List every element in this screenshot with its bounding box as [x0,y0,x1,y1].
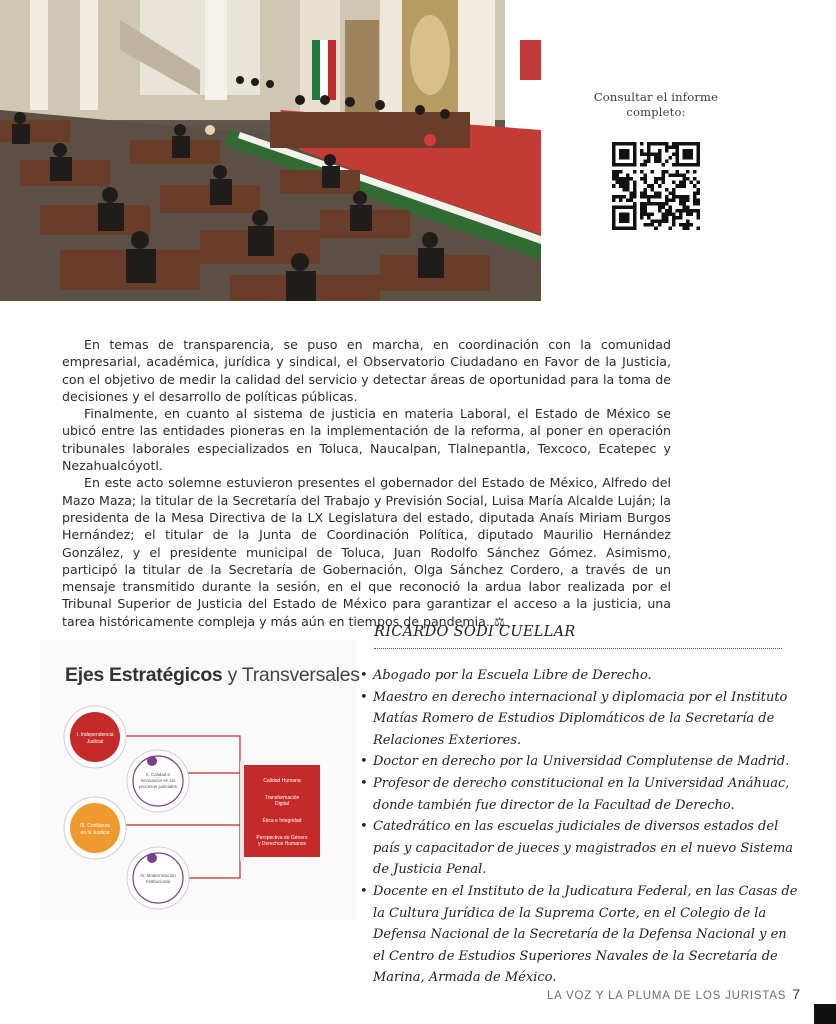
bio-item: • Docente en el Instituto de la Judicatura Federal, en las Casas de la Cultura Jurídica de la Suprema Corte, en el Colegio de la Defensa Nacional de la Secretaría de la Defensa Nacional y en el Centro de Estudios Superiores Navales de la Secretaría de Marina, Armada de México. [360,881,798,989]
page-footer [547,986,800,1004]
axis-2-line1: II. Calidad e [145,772,171,777]
corner-tab [814,1004,836,1024]
bio-item: • Abogado por la Escuela Libre de Derecho. [360,665,798,687]
qr-caption-line1: Consultar el informe [593,90,719,104]
axis-circle-4 [127,847,189,909]
axis-3-line1: III. Confianza [80,823,110,829]
transversal-4-line2: y Derechos Humanos [257,841,307,847]
bio-list [360,665,798,989]
axis-circle-1 [64,706,126,768]
axis-2-line2: innovación en los [140,778,176,783]
transversal-panel [240,761,320,861]
article-body [62,336,671,630]
qr-caption-line2: completo: [626,105,686,119]
infographic-title [65,664,360,687]
axis-circle-3 [64,797,126,859]
paragraph-labor-justice: Finalmente, en cuanto al sistema de justicia en materia Laboral, el Estado de México se ubicó entre las entidades pioneras en la implementación de la reforma, al poner en operación tribunales laborales especializados en Toluca, Naucalpan, Tlalnepantla, Texcoco, Ecatepec y Nezahualcóyotl. [62,406,671,474]
bio-divider [374,648,782,649]
bio-item: • Profesor de derecho constitucional en la Universidad Anáhuac, donde también fue director de la Facultad de Derecho. [360,773,798,816]
infographic-title-bold: Ejes Estratégicos [65,664,223,686]
transversal-2-line2: Digital [275,801,289,807]
axis-circle-2 [127,750,189,812]
axis-2-line3: procesos judiciales [138,784,178,789]
axis-1-line2: Judicial [86,739,104,745]
transversal-1-line1: Calidad Humana [263,778,301,784]
bio-item: • Catedrático en las escuelas judiciales de diversos estados del país y capacitador de jueces y magistrados en el nuevo Sistema de Justicia Penal. [360,816,798,881]
qr-code[interactable] [612,142,700,230]
session-photo-art [0,0,541,301]
bio-item: • Maestro en derecho internacional y diplomacia por el Instituto Matías Romero de Estudios Diplomáticos de la Secretaría de Relaciones Exteriores. [360,687,798,752]
infographic-title-rest: y Transversales [222,664,360,686]
strategic-axes-infographic [40,640,360,920]
axis-1-line1: I. Independencia [76,732,114,738]
axis-3-line2: en la Justicia [80,830,110,836]
paragraph-attendees: En este acto solemne estuvieron presentes el gobernador del Estado de México, Alfredo del Mazo Maza; la titular de la Secretaría del Trabajo y Previsión Social, Luisa María Alcalde Luján; la presidenta de la Mesa Directiva de la LX Legislatura del estado, diputada Anaís Miriam Burgos Hernández; el titular de la Junta de Coordinación Política, diputado Maurilio Hernández González, y el presidente municipal de Toluca, Juan Rodolfo Sánchez Gómez. Asimismo, participó la titular de la Secretaría de Gobernación, Olga Sánchez Cordero, a través de un mensaje transmitido durante la sesión, en el que reconoció la ardua labor realizada por el Tribunal Superior de Justicia del Estado de México para garantizar el acceso a la justicia, una tarea históricamente compleja y más aún en tiempos de pandemia. ⚖ [62,475,671,629]
publication-name: LA VOZ Y LA PLUMA DE LOS JURISTAS [546,990,787,1002]
axis-4-line1: IV. Modernización [140,873,176,878]
page-number: 7 [792,986,800,1002]
session-photo [0,0,541,301]
transversal-4-line1: Perspectiva de Género [256,835,308,841]
bio-name: RICARDO SODI CUELLAR [374,624,576,640]
transversal-2-line1: Transformación [264,795,300,801]
qr-caption [580,90,732,120]
transversal-3-line1: Ética e Integridad [262,818,302,824]
bio-item: • Doctor en derecho por la Universidad Complutense de Madrid. [360,751,798,773]
paragraph-transparency: En temas de transparencia, se puso en marcha, en coordinación con la comunidad empresarial, académica, jurídica y sindical, el Observatorio Ciudadano en Favor de la Justicia, con el objetivo de medir la calidad del servicio y detectar áreas de oportunidad para la toma de decisiones y el desarrollo de políticas públicas. [62,337,671,404]
axis-4-line2: Institucional [146,879,170,884]
